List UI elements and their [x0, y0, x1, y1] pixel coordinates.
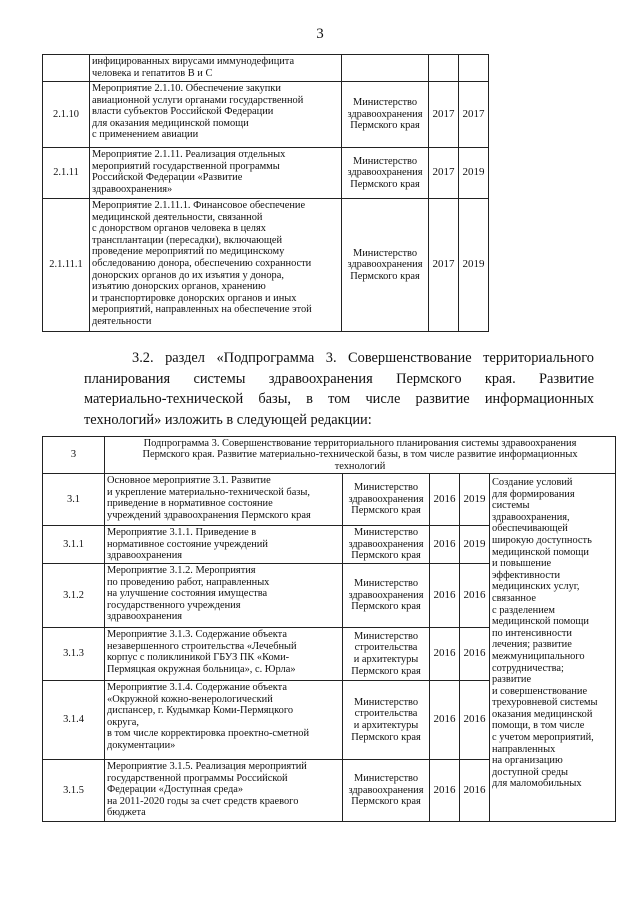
row-end-year [459, 55, 489, 82]
row-description: Мероприятие 3.1.5. Реализация мероприятий государственной программы Российской Федерации «Доступная среда» на 2011-2020 годы за счет средств краевого бюджета [105, 760, 343, 822]
row-end-year: 2019 [460, 474, 490, 526]
row-end-year: 2016 [460, 760, 490, 822]
row-start-year: 2016 [430, 526, 460, 564]
row-ministry: Министерство здравоохранения Пермского края [342, 199, 429, 332]
subprogram-number: 3 [43, 437, 105, 474]
amendment-paragraph [84, 348, 594, 430]
row-number: 3.1.2 [43, 564, 105, 628]
row-start-year: 2016 [430, 681, 460, 760]
row-end-year: 2016 [460, 681, 490, 760]
paragraph-line: технологий» изложить в следующей редакции: [84, 411, 372, 428]
row-ministry: Министерство здравоохранения Пермского края [343, 564, 430, 628]
row-ministry: Министерство строительства и архитектуры Пермского края [343, 681, 430, 760]
row-number: 3.1.4 [43, 681, 105, 760]
row-number [43, 55, 90, 82]
table-subprogram-3 [42, 436, 616, 822]
row-ministry: Министерство строительства и архитектуры Пермского края [343, 628, 430, 681]
table-row [43, 82, 489, 148]
row-description: Мероприятие 2.1.11. Реализация отдельных мероприятий государственной программы Российской Федерации «Развитие здравоохранения» [90, 148, 342, 199]
paragraph-line: материально-технической базы, в том числе развитие информационных [84, 391, 594, 407]
row-start-year: 2016 [430, 564, 460, 628]
row-number: 3.1.1 [43, 526, 105, 564]
row-start-year: 2017 [429, 199, 459, 332]
row-start-year [429, 55, 459, 82]
row-description: Основное мероприятие 3.1. Развитие и укрепление материально-технической базы, приведение в нормативное состояние учреждений здравоохранения Пермского края [105, 474, 343, 526]
row-ministry: Министерство здравоохранения Пермского края [342, 148, 429, 199]
row-description: Мероприятие 2.1.10. Обеспечение закупки авиационной услуги органами государственной власти субъектов Российской Федерации для оказания медицинской помощи с применением авиации [90, 82, 342, 148]
table-header-row [43, 437, 616, 474]
row-description: Мероприятие 3.1.3. Содержание объекта незавершенного строительства «Лечебный корпус с поликлиникой ГБУЗ ПК «Коми- Пермяцкая окружная больница», с. Юрла» [105, 628, 343, 681]
row-number: 2.1.10 [43, 82, 90, 148]
row-number: 3.1.3 [43, 628, 105, 681]
paragraph-line: 3.2. раздел «Подпрограмма 3. Совершенствование территориального [132, 350, 594, 366]
row-number: 2.1.11 [43, 148, 90, 199]
row-start-year: 2017 [429, 82, 459, 148]
table-subprogram-2-continuation [42, 54, 489, 332]
row-start-year: 2016 [430, 760, 460, 822]
row-description: Мероприятие 3.1.2. Мероприятия по проведению работ, направленных на улучшение состояния имущества государственного учреждения здравоохранения [105, 564, 343, 628]
row-end-year: 2017 [459, 82, 489, 148]
row-start-year: 2017 [429, 148, 459, 199]
row-description: инфицированных вирусами иммунодефицита человека и гепатитов В и С [90, 55, 342, 82]
paragraph-line: планирования системы здравоохранения Пермского края. Развитие [84, 370, 594, 387]
row-ministry: Министерство здравоохранения Пермского края [343, 474, 430, 526]
row-start-year: 2016 [430, 628, 460, 681]
row-ministry: Министерство здравоохранения Пермского края [342, 82, 429, 148]
expected-result: Создание условий для формирования системы здравоохранения, обеспечивающей широкую доступность медицинской помощи и повышение эффективности медицинских услуг, связанное с разделением медицинской помощи по интенсивности лечения; развитие межмуниципального сотрудничества; развитие и совершенствование трехуровневой системы оказания медицинской помощи, в том числе с учетом мероприятий, направленных на организацию доступной среды для маломобильных [490, 474, 616, 822]
row-ministry: Министерство здравоохранения Пермского края [343, 760, 430, 822]
row-ministry: Министерство здравоохранения Пермского края [343, 526, 430, 564]
table-row [43, 199, 489, 332]
row-start-year: 2016 [430, 474, 460, 526]
page-number: 3 [316, 26, 324, 42]
table-row [43, 148, 489, 199]
row-ministry [342, 55, 429, 82]
row-description: Мероприятие 3.1.1. Приведение в нормативное состояние учреждений здравоохранения [105, 526, 343, 564]
row-end-year: 2019 [459, 199, 489, 332]
row-number: 3.1.5 [43, 760, 105, 822]
row-description: Мероприятие 2.1.11.1. Финансовое обеспечение медицинской деятельности, связанной с донорством органов человека в целях трансплантации (пересадки), включающей проведение мероприятий по медицинскому обследованию донора, обеспечению сохранности донорских органов до их изъятия у донора, изъятию донорских органов, хранению и транспортировке донорских органов и иных мероприятий, направленных на обеспечение этой деятельности [90, 199, 342, 332]
row-end-year: 2019 [460, 526, 490, 564]
row-description: Мероприятие 3.1.4. Содержание объекта «Окружной кожно-венерологический диспансер, г. Кудымкар Коми-Пермяцкого округа, в том числе корректировка проектно-сметной документации» [105, 681, 343, 760]
table-row [43, 474, 616, 526]
row-end-year: 2019 [459, 148, 489, 199]
row-number: 2.1.11.1 [43, 199, 90, 332]
row-end-year: 2016 [460, 628, 490, 681]
table-row [43, 55, 489, 82]
subprogram-title: Подпрограмма 3. Совершенствование территориального планирования системы здравоохранения Пермского края. Развитие материально-технической базы, в том числе развитие информационных технологий [105, 437, 616, 474]
row-end-year: 2016 [460, 564, 490, 628]
row-number: 3.1 [43, 474, 105, 526]
